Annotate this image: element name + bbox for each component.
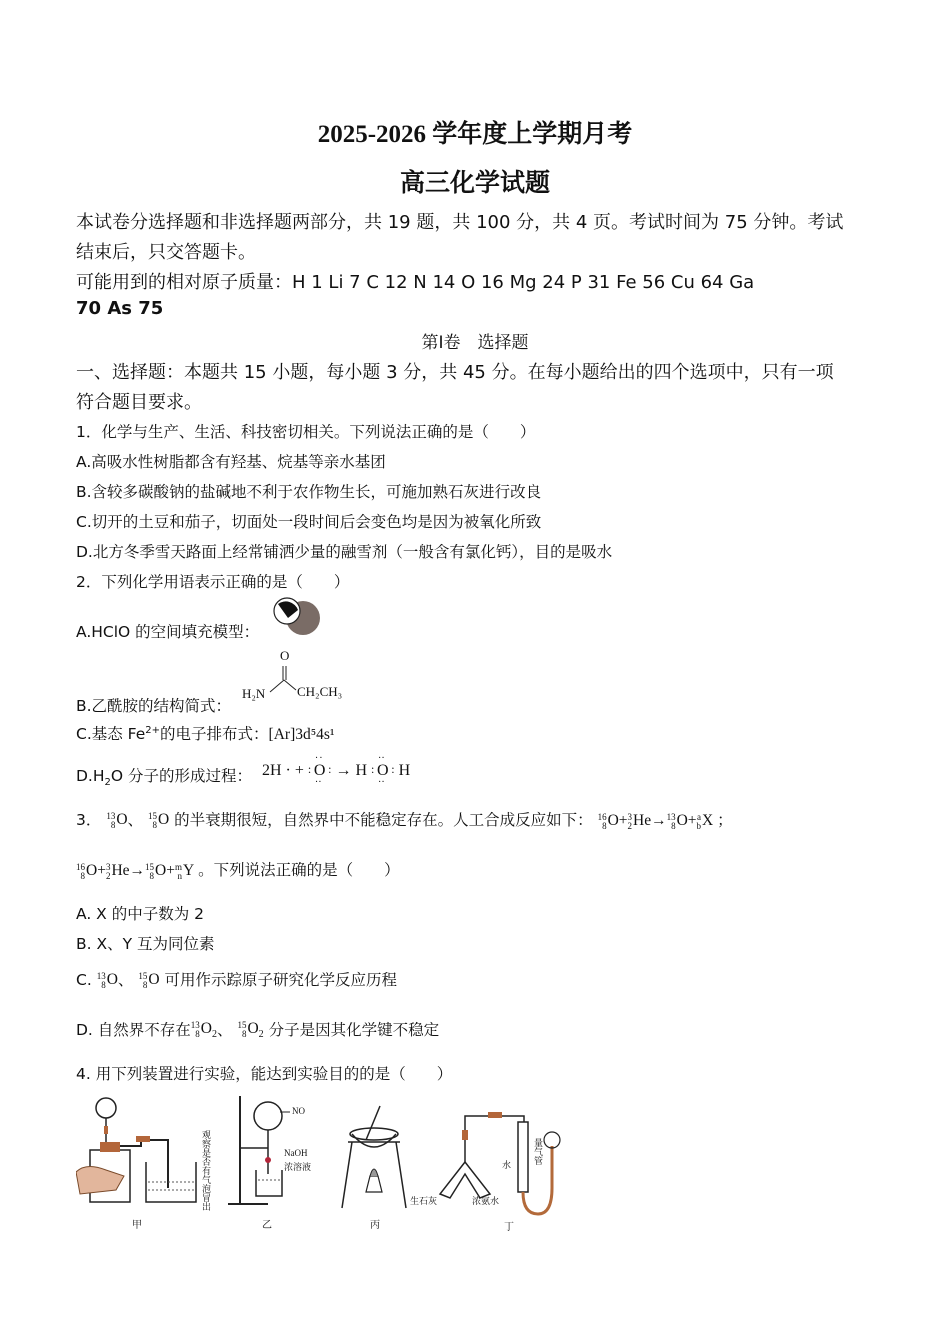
mass: 13 bbox=[666, 811, 676, 822]
mass: 13 bbox=[96, 970, 106, 981]
exam-subtitle: 高三化学试题 bbox=[399, 168, 550, 197]
c: 否 bbox=[202, 1158, 212, 1168]
sep: 、 bbox=[117, 971, 134, 989]
reaction-1 bbox=[598, 812, 718, 829]
q2-stem: 2．下列化学用语表示正确的是（ ） bbox=[76, 573, 350, 591]
nuclide-o13 bbox=[106, 811, 127, 829]
electron-config: [Ar]3d⁵4s¹ bbox=[268, 726, 335, 743]
q3-semicolon: ； bbox=[717, 811, 733, 829]
z: 2 bbox=[627, 820, 633, 831]
z: b bbox=[696, 820, 702, 831]
eq-o: O bbox=[313, 762, 326, 779]
sub: 2 bbox=[212, 1029, 217, 1041]
q3-line-2 bbox=[76, 858, 400, 881]
c: 冒 bbox=[202, 1194, 212, 1204]
z: 8 bbox=[195, 1028, 200, 1039]
plus: + bbox=[618, 812, 628, 829]
z: 8 bbox=[241, 1028, 247, 1039]
plus: + bbox=[166, 862, 175, 879]
mass: 3 bbox=[105, 861, 111, 872]
hclo-space-filling-model bbox=[270, 596, 324, 638]
yi-naoh-label: NaOH bbox=[284, 1148, 308, 1158]
q3-c-suffix: 可用作示踪原子研究化学反应历程 bbox=[164, 971, 397, 989]
sym: O bbox=[200, 1020, 212, 1038]
apparatus-jia bbox=[76, 1092, 226, 1232]
struct-chain: CH₂CH₃ bbox=[297, 684, 343, 699]
nuclide-o15 bbox=[148, 811, 169, 829]
q3-option-b: B. X、Y 互为同位素 bbox=[76, 935, 215, 953]
arrow: → bbox=[129, 862, 146, 879]
part1-heading: 第Ⅰ卷 选择题 bbox=[421, 333, 529, 353]
label-jia: 甲 bbox=[132, 1220, 142, 1231]
sym: O bbox=[148, 971, 160, 989]
q1-option-a: A.高吸水性树脂都含有羟基、烷基等亲水基团 bbox=[76, 453, 386, 471]
mass: 3 bbox=[627, 811, 633, 822]
mass: a bbox=[697, 811, 702, 822]
q3-d-prefix: D. 自然界不存在 bbox=[76, 1021, 191, 1039]
eq-h1: H bbox=[355, 762, 368, 779]
sym: O bbox=[607, 812, 619, 830]
sym: O bbox=[116, 811, 128, 829]
q3-option-a: A. X 的中子数为 2 bbox=[76, 905, 205, 923]
mass: m bbox=[174, 861, 182, 872]
q1-stem: 1．化学与生产、生活、科技密切相关。下列说法正确的是（ ） bbox=[76, 423, 536, 441]
q3-option-c bbox=[76, 968, 397, 990]
z: 8 bbox=[602, 820, 607, 831]
mass: 13 bbox=[106, 810, 116, 821]
plus: + bbox=[97, 862, 106, 879]
eq-left: 2H · + bbox=[262, 762, 308, 779]
q3-number: 3． bbox=[76, 811, 102, 829]
mass: 13 bbox=[190, 1019, 200, 1030]
sym: O bbox=[155, 862, 167, 880]
q3-c-prefix: C. bbox=[76, 971, 92, 989]
label-ding: 丁 bbox=[504, 1222, 514, 1233]
q2-d-suffix: O 分子的形成过程： bbox=[110, 767, 253, 785]
sub: 2 bbox=[258, 1029, 264, 1041]
eq-arrow: → bbox=[335, 762, 352, 779]
q1-option-b: B.含较多碳酸钠的盐碱地不利于农作物生长，可施加熟石灰进行改良 bbox=[76, 483, 542, 501]
atomic-masses-line-1: 可能用到的相对原子质量：H 1 Li 7 C 12 N 14 O 16 Mg 24 P 31 Fe 56 Cu 64 Ga bbox=[76, 272, 755, 293]
sym: Y bbox=[183, 862, 195, 880]
sym: He bbox=[111, 862, 130, 880]
q3-sep: 、 bbox=[127, 811, 144, 829]
c: 有 bbox=[202, 1167, 212, 1177]
q2-option-b: B.乙酰胺的结构简式： bbox=[76, 697, 232, 715]
q2-option-c bbox=[76, 722, 335, 744]
sym: O bbox=[157, 811, 170, 829]
q2-option-d bbox=[76, 764, 252, 788]
yi-solution-label: 浓溶液 bbox=[284, 1163, 312, 1173]
atomic-masses-line-2: 70 As 75 bbox=[76, 298, 164, 319]
sep: 、 bbox=[217, 1021, 233, 1039]
h2o-sub: 2 bbox=[104, 777, 111, 789]
eq-oxygen-lewis: ·· : O : ·· bbox=[307, 753, 332, 788]
mass: 15 bbox=[145, 861, 155, 872]
acetamide-structure bbox=[240, 646, 370, 706]
eq-h2: H bbox=[398, 762, 411, 779]
sym: O bbox=[676, 812, 688, 830]
q1-option-c: C.切开的土豆和茄子，切面处一段时间后会变色均是因为被氧化所致 bbox=[76, 513, 542, 531]
mass: 16 bbox=[76, 861, 85, 872]
sym: He bbox=[633, 812, 652, 830]
z: n bbox=[177, 870, 182, 881]
ding-tube-label bbox=[534, 1140, 544, 1167]
ding-water-label: 水 bbox=[502, 1161, 512, 1171]
c: 出 bbox=[202, 1203, 212, 1213]
q3-text-2: 。下列说法正确的是（ ） bbox=[198, 861, 400, 879]
struct-nh2: H₂N bbox=[242, 686, 266, 701]
mass: 15 bbox=[237, 1019, 247, 1030]
q3-option-d bbox=[76, 1018, 439, 1041]
mass: 15 bbox=[147, 810, 157, 821]
q2-c-prefix: C.基态 Fe bbox=[76, 725, 146, 743]
plus: + bbox=[687, 812, 697, 829]
sym: O bbox=[86, 862, 98, 880]
apparatus-ding bbox=[410, 1108, 570, 1232]
label-bing: 丙 bbox=[370, 1220, 380, 1231]
fe-charge: 2+ bbox=[145, 724, 161, 736]
z: 8 bbox=[671, 820, 676, 831]
q3-d-suffix: 分子是因其化学键不稳定 bbox=[268, 1021, 440, 1039]
part1-instruction-1: 一、选择题：本题共 15 小题，每小题 3 分，共 45 分。在每小题给出的四个选项中，只有一项 bbox=[76, 362, 834, 383]
intro-line-2: 结束后，只交答题卡。 bbox=[76, 242, 256, 263]
eq-water-lewis: ·· : O : ·· bbox=[371, 753, 395, 788]
c: 察 bbox=[202, 1140, 212, 1150]
part1-instruction-2: 符合题目要求。 bbox=[76, 392, 202, 413]
intro-line-1: 本试卷分选择题和非选择题两部分，共 19 题，共 100 分，共 4 页。考试时间为 75 分钟。考试 bbox=[76, 212, 844, 233]
q3-line-1 bbox=[76, 808, 733, 831]
z: 8 bbox=[152, 819, 157, 830]
struct-o: O bbox=[280, 648, 290, 663]
apparatus-bing bbox=[332, 1100, 422, 1232]
mass: 15 bbox=[138, 970, 148, 981]
q2-c-suffix: 的电子排布式： bbox=[160, 725, 269, 743]
c: 是 bbox=[202, 1149, 212, 1159]
c: 泡 bbox=[202, 1185, 212, 1195]
c: 观 bbox=[202, 1131, 212, 1141]
ding-right-label: 浓氨水 bbox=[472, 1197, 500, 1207]
q4-stem: 4. 用下列装置进行实验，能达到实验目的的是（ ） bbox=[76, 1065, 453, 1083]
eq-o-2: O bbox=[377, 762, 389, 779]
c: 量 bbox=[534, 1139, 544, 1149]
arrow: → bbox=[651, 812, 667, 829]
q2-d-prefix: D.H bbox=[76, 767, 105, 785]
yi-no-label: NO bbox=[292, 1106, 305, 1116]
c: 气 bbox=[534, 1148, 544, 1158]
exam-title: 2025-2026 学年度上学期月考 bbox=[317, 121, 633, 148]
z: 8 bbox=[80, 870, 85, 881]
z: 8 bbox=[149, 870, 155, 881]
q1-option-d: D.北方冬季雪天路面上经常铺洒少量的融雪剂（一般含有氯化钙），目的是吸水 bbox=[76, 543, 613, 561]
z: 8 bbox=[142, 979, 148, 990]
mass: 16 bbox=[597, 811, 607, 822]
jia-note bbox=[202, 1132, 212, 1213]
z: 2 bbox=[105, 870, 111, 881]
c: 管 bbox=[534, 1157, 544, 1167]
apparatus-yi bbox=[228, 1092, 328, 1232]
z: 8 bbox=[101, 979, 106, 990]
z: 8 bbox=[110, 819, 116, 830]
sym: X bbox=[702, 812, 714, 830]
label-yi: 乙 bbox=[262, 1220, 272, 1231]
sym: O bbox=[106, 971, 118, 989]
c: 气 bbox=[202, 1176, 212, 1186]
q2-option-a: A.HClO 的空间填充模型： bbox=[76, 623, 260, 641]
h2o-formation-equation bbox=[262, 753, 411, 788]
reaction-2 bbox=[76, 862, 198, 879]
sym: O bbox=[247, 1020, 259, 1038]
q3-text-1: 的半衰期很短，自然界中不能稳定存在。人工合成反应如下： bbox=[174, 811, 593, 829]
ding-left-label: 生石灰 bbox=[410, 1197, 438, 1207]
